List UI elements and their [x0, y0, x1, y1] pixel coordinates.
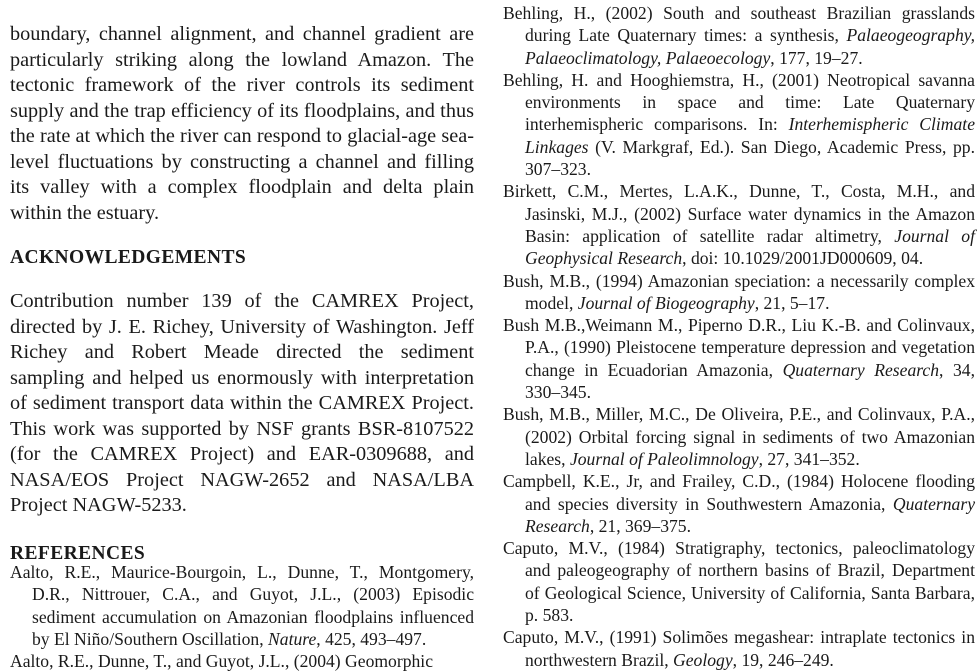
references-heading: REFERENCES: [10, 543, 146, 565]
reference-entry: Campbell, K.E., Jr, and Frailey, C.D., (1984) Holocene flooding and species diversity in Southwestern Amazonia, Quaternary Research, 21, 369–375.: [503, 471, 975, 536]
references-list-right: [503, 2, 975, 671]
references-list-left: [10, 561, 474, 672]
reference-entry: Behling, H. and Hooghiemstra, H., (2001) Neotropical savanna environments in space and time: Late Quaternary interhemispheric comparisons. In: Interhemispheric Climate Linkages (V. Markgraf, Ed.). San Diego, Academic Press, pp. 307–323.: [503, 69, 976, 180]
reference-entry: Behling, H., (2002) South and southeast Brazilian grasslands during Late Quaternary times: a synthesis, Palaeogeography, Palaeoclimatology, Palaeoecology, 177, 19–27.: [503, 3, 975, 68]
acknowledgements-paragraph: Contribution number 139 of the CAMREX Project, directed by J. E. Richey, University of Washington. Jeff Richey and Robert Meade directed the sediment sampling and helped us enormously with interpretation of sediment transport data within the CAMREX Project. This work was supported by NSF grants BSR-8107522 (for the CAMREX Project) and EAR-0309688, and NASA/EOS Project NAGW-2652 and NASA/LBA Project NAGW-5233.: [10, 290, 474, 517]
reference-entry: Birkett, C.M., Mertes, L.A.K., Dunne, T., Costa, M.H., and Jasinski, M.J., (2002) Surface water dynamics in the Amazon Basin: application of satellite radar altimetry, Journal of Geophysical Research, doi: 10.1029/2001JD000609, 04.: [503, 181, 975, 269]
reference-entry: Bush, M.B., Miller, M.C., De Oliveira, P.E., and Colinvaux, P.A., (2002) Orbital forcing signal in sediments of two Amazonian lakes, Journal of Paleolimnology, 27, 341–352.: [503, 404, 975, 469]
reference-entry: Aalto, R.E., Maurice-Bourgoin, L., Dunne, T., Montgomery, D.R., Nittrouer, C.A., and Guyot, J.L., (2003) Episodic sediment accumulation on Amazonian floodplains influenced by El Niño/Southern Oscillation, Nature, 425, 493–497.: [10, 562, 474, 649]
body-paragraph: boundary, channel alignment, and channel gradient are particularly striking along the lowland Amazon. The tectonic framework of the river controls its sediment supply and the trap efficiency of its floodplains, and thus the rate at which the river can respond to glacial-age sea-level fluctuations by constructing a channel and filling its valley with a complex floodplain and delta plain within the estuary.: [10, 23, 474, 224]
acknowledgements-heading: ACKNOWLEDGEMENTS: [10, 247, 247, 269]
reference-entry: Bush, M.B., (1994) Amazonian speciation: a necessarily complex model, Journal of Biogeography, 21, 5–17.: [503, 270, 975, 313]
reference-entry: Caputo, M.V., (1984) Stratigraphy, tectonics, paleoclimatology and paleogeography of northern basins of Brazil, Department of Geological Science, University of California, Santa Barbara, p. 583.: [503, 538, 975, 626]
reference-entry: Aalto, R.E., Dunne, T., and Guyot, J.L., (2004) Geomorphic: [10, 651, 433, 672]
reference-entry: Bush M.B.,Weimann M., Piperno D.R., Liu K.-B. and Colinvaux, P.A., (1990) Pleistocene temperature depression and vegetation change in Ecuadorian Amazonia, Quaternary Research, 34, 330–345.: [503, 315, 975, 403]
reference-entry: Caputo, M.V., (1991) Solimões megashear: intraplate tectonics in northwestern Brazil, Geology, 19, 246–249.: [503, 627, 975, 670]
